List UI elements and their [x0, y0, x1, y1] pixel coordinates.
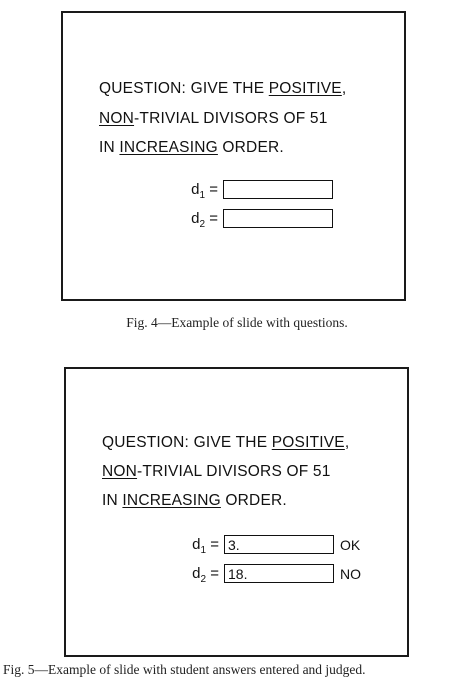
question-line-1: QUESTION: GIVE THE POSITIVE,: [99, 80, 347, 97]
question-line-2: NON-TRIVIAL DIVISORS OF 51: [99, 110, 328, 127]
answer-label-d1: $d_1$ =: [191, 181, 218, 201]
question-line-1: QUESTION: GIVE THE POSITIVE,: [102, 434, 350, 451]
question-line-3: IN INCREASING ORDER.: [102, 492, 287, 509]
slide-answers-judged: [64, 367, 409, 657]
answer-input-d1[interactable]: [223, 180, 333, 199]
answer-label-d2: $d_2$ =: [191, 210, 218, 230]
answer-input-d1[interactable]: 3.: [224, 535, 334, 554]
figure-caption-5: Fig. 5—Example of slide with student answers entered and judged.: [3, 662, 366, 677]
answer-input-d2[interactable]: 18.: [224, 564, 334, 583]
figure-caption-4: Fig. 4—Example of slide with questions.: [126, 315, 348, 330]
question-line-3: IN INCREASING ORDER.: [99, 139, 284, 156]
question-line-2: NON-TRIVIAL DIVISORS OF 51: [102, 463, 331, 480]
verdict-d1: OK: [340, 537, 361, 553]
answer-label-d1: $d_1$ =: [192, 536, 219, 556]
answer-label-d2: $d_2$ =: [192, 565, 219, 585]
answer-input-d2[interactable]: [223, 209, 333, 228]
verdict-d2: NO: [340, 566, 361, 582]
slide-questions: [61, 11, 406, 301]
